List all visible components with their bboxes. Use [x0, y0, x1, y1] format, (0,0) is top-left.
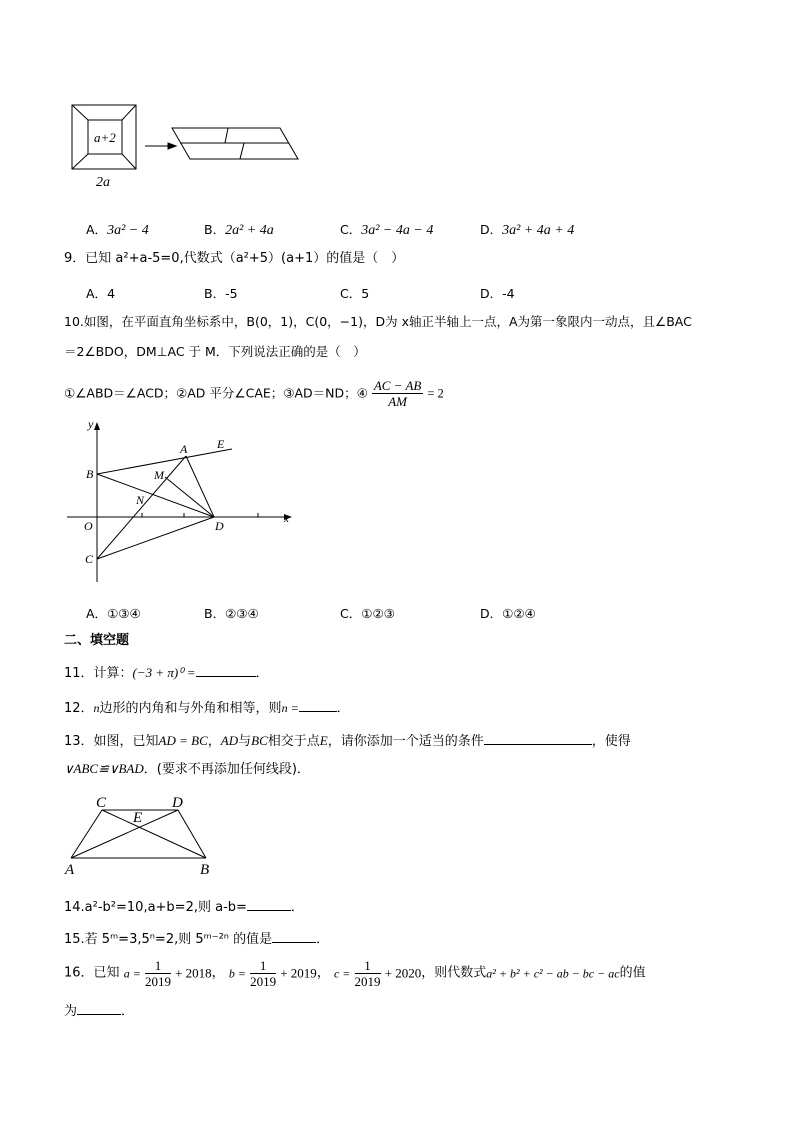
q10-statements: ①∠ABD＝∠ACD；②AD 平分∠CAE；③AD＝ND；④ $\frac{AC - AB}{AM}$ = 2 [64, 378, 444, 409]
q10-stem-line1: 10.如图，在平面直角坐标系中，B(0，1)，C(0，−1)，D为 x轴正半轴上一点，A为第一象限内一动点，且∠BAC [64, 314, 692, 329]
label-c: C [96, 795, 107, 811]
label-b: B [200, 862, 210, 878]
q11-answer-blank[interactable] [196, 662, 256, 677]
q15: 15.若 5ᵐ=3,5ⁿ=2,则 5ᵐ⁻²ⁿ 的值是 ． [64, 928, 329, 949]
q9-option-a[interactable]: A．4 [86, 286, 116, 301]
label-y: y [88, 418, 94, 431]
q16-line1: 16．已知 a = $\frac{1}{2019}$ + 2018， b = $\frac{1}{2019}$ + 2019， c = $\frac{1}{2019}$ + 2020，则代数式a² + b² + c² − ab − bc − ac的值 [64, 958, 646, 989]
q8-option-c[interactable]: C．3a² − 4a − 4 [340, 222, 434, 238]
q10-fraction: $\frac{AC - AB}{AM}$ [373, 378, 422, 409]
q9-option-b[interactable]: B．-5 [204, 286, 238, 301]
q9-option-d[interactable]: D．-4 [480, 286, 515, 301]
q10-option-c[interactable]: C．①②③ [340, 606, 395, 621]
q10-option-d[interactable]: D．①②④ [480, 606, 536, 621]
q14: 14.a²-b²=10,a+b=2,则 a-b= ． [64, 896, 304, 917]
label-m: M [154, 468, 164, 482]
q13-answer-blank[interactable] [484, 730, 592, 745]
q13-line1: 13．如图，已知AD = BC，AD与BC相交于点E，请你添加一个适当的条件 ，使得 [64, 730, 631, 751]
label-n: N [136, 493, 145, 507]
q12: 12．n边形的内角和与外角和相等，则n = ． [64, 697, 350, 718]
q8-option-b[interactable]: B．2a² + 4a [204, 222, 274, 238]
q15-answer-blank[interactable] [272, 928, 316, 943]
q10-option-a[interactable]: A．①③④ [86, 606, 141, 621]
inner-side-label: a+2 [94, 130, 116, 145]
q10-stem-line2: ＝2∠BDO，DM⊥AC 于 M．下列说法正确的是（ ） [64, 344, 366, 359]
label-d: D [215, 519, 224, 533]
label-a: A [65, 862, 75, 878]
label-c: C [85, 552, 94, 566]
q13-line2: ∨ABC≌∨BAD．(要求不再添加任何线段)． [64, 761, 310, 777]
label-x: x [284, 513, 289, 525]
label-e: E [133, 810, 143, 826]
q8-option-d[interactable]: D．3a² + 4a + 4 [480, 222, 575, 238]
q11: 11．计算：(−3 + π)⁰ = ． [64, 662, 269, 683]
q9-option-c[interactable]: C．5 [340, 286, 370, 301]
label-b: B [86, 467, 94, 481]
q14-answer-blank[interactable] [247, 896, 291, 911]
q13-figure [60, 792, 220, 878]
section-fill-in-title: 二、填空题 [64, 633, 130, 648]
q16-answer-blank[interactable] [77, 1000, 121, 1015]
q10-option-b[interactable]: B．②③④ [204, 606, 259, 621]
label-a: A [180, 442, 188, 456]
q8-figure [68, 100, 308, 195]
q10-coordinate-figure [62, 418, 302, 590]
q16-line2: 为 ． [64, 1000, 134, 1021]
q9-stem: 9．已知 a²+a-5=0,代数式（a²+5）(a+1）的值是（ ） [64, 251, 405, 266]
label-e: E [217, 437, 225, 451]
q12-answer-blank[interactable] [299, 697, 337, 712]
label-d: D [172, 795, 183, 811]
outer-side-label: 2a [96, 175, 110, 190]
q8-option-a[interactable]: A．3a² − 4 [86, 222, 149, 238]
label-o: O [84, 519, 93, 533]
